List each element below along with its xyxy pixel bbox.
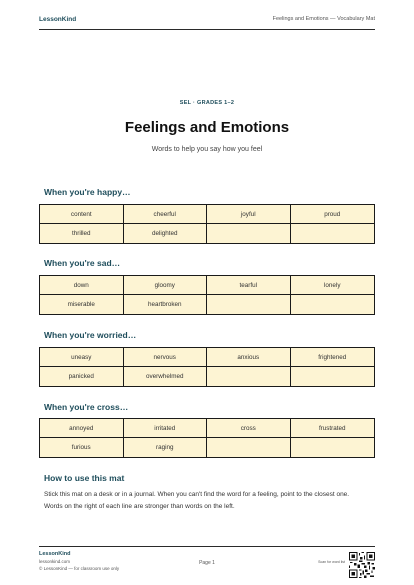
- word-cell-empty: [207, 367, 291, 386]
- word-cell: nervous: [124, 348, 208, 367]
- page-header: [39, 14, 375, 30]
- word-cell: gloomy: [124, 276, 208, 295]
- word-cell: anxious: [207, 348, 291, 367]
- header-brand: LessonKind: [39, 16, 77, 23]
- section-heading-sad: When you're sad…: [44, 258, 121, 268]
- page-footer: [39, 546, 375, 578]
- header-doc-title: Feelings and Emotions — Vocabulary Mat: [272, 16, 375, 22]
- word-cell: down: [40, 276, 124, 295]
- footer-scan-text: Scan for word list: [318, 560, 345, 564]
- word-cell-empty: [291, 224, 375, 243]
- word-cell: lonely: [291, 276, 375, 295]
- word-cell-empty: [207, 438, 291, 457]
- word-cell: thrilled: [40, 224, 124, 243]
- howto-text: Stick this mat on a desk or in a journal. When you can't find the word for a feeling, point to the closest one. Words on the right of each line are stronger than words on the left.: [44, 491, 350, 510]
- word-cell: irritated: [124, 419, 208, 438]
- word-grid-happy: [39, 204, 375, 244]
- footer-site-link[interactable]: lessonkind.com: [39, 559, 71, 564]
- word-cell: uneasy: [40, 348, 124, 367]
- footer-brand: LessonKind: [39, 551, 71, 557]
- word-cell-empty: [291, 367, 375, 386]
- kicker: SEL · GRADES 1–2: [179, 100, 235, 106]
- page-title: Feelings and Emotions: [124, 119, 290, 136]
- word-cell: delighted: [124, 224, 208, 243]
- word-cell: panicked: [40, 367, 124, 386]
- word-cell: joyful: [207, 205, 291, 224]
- word-cell: heartbroken: [124, 295, 208, 314]
- word-cell: frightened: [291, 348, 375, 367]
- word-grid-sad: [39, 275, 375, 315]
- word-cell: frustrated: [291, 419, 375, 438]
- word-cell: furious: [40, 438, 124, 457]
- word-cell: miserable: [40, 295, 124, 314]
- word-cell: proud: [291, 205, 375, 224]
- word-grid-worried: [39, 347, 375, 387]
- word-cell-empty: [207, 295, 291, 314]
- word-grid-cross: [39, 418, 375, 458]
- footer-copyright: © LessonKind — for classroom use only: [39, 566, 120, 571]
- word-cell: annoyed: [40, 419, 124, 438]
- howto-heading: How to use this mat: [44, 473, 125, 483]
- qr-code-icon: [349, 552, 375, 578]
- word-cell-empty: [291, 295, 375, 314]
- word-cell: tearful: [207, 276, 291, 295]
- footer-page-number: Page 1: [199, 560, 215, 566]
- word-cell: raging: [124, 438, 208, 457]
- word-cell: content: [40, 205, 124, 224]
- section-heading-worried: When you're worried…: [44, 330, 137, 340]
- word-cell: overwhelmed: [124, 367, 208, 386]
- section-heading-happy: When you're happy…: [44, 187, 131, 197]
- section-heading-cross: When you're cross…: [44, 402, 129, 412]
- word-cell-empty: [207, 224, 291, 243]
- page-subtitle: Words to help you say how you feel: [151, 146, 263, 153]
- word-cell: cheerful: [124, 205, 208, 224]
- word-cell-empty: [291, 438, 375, 457]
- word-cell: cross: [207, 419, 291, 438]
